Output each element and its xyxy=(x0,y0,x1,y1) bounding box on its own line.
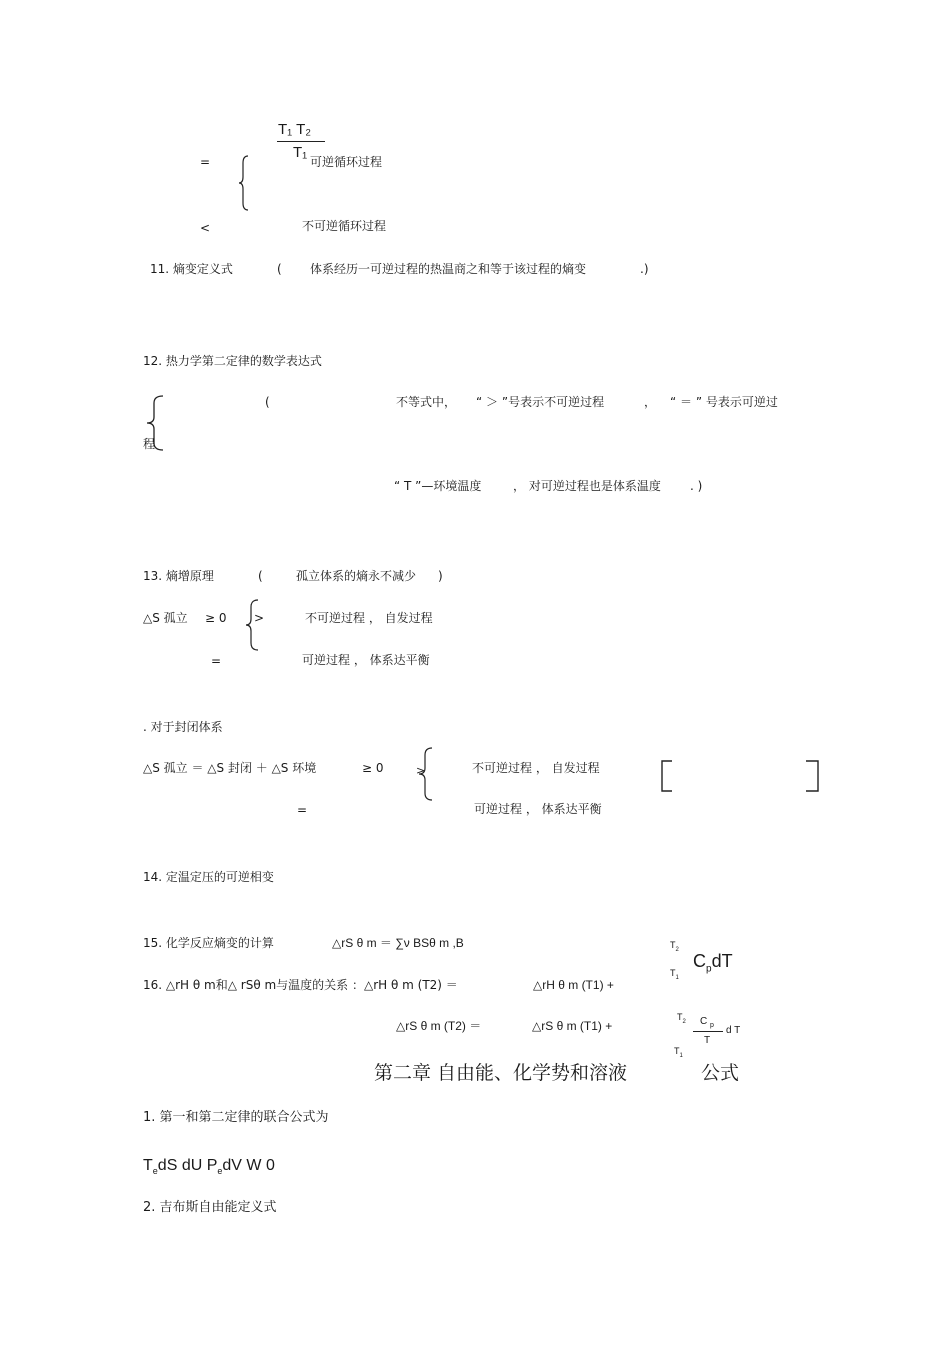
item16-title: 16. △rH θ m和△ rSθ m与温度的关系 ：△rH θ m (T2) ＝ xyxy=(143,978,458,992)
int1-upper-limit: $T_2$ xyxy=(670,940,679,953)
closed-empty-bracket xyxy=(660,760,822,794)
item12-note-d: “ T ”—环境温度 xyxy=(394,479,482,493)
item11-title: 11. 熵变定义式 xyxy=(150,262,233,276)
chapter2-combined-equation: $T_edS$ dU $P_edV$ W 0 xyxy=(143,1157,275,1177)
item15-title: 15. 化学反应熵变的计算 xyxy=(143,936,274,950)
item13-reversible: 可逆过程 ， 体系达平衡 xyxy=(302,653,430,667)
int2-fraction-bar xyxy=(693,1031,723,1032)
item14-title: 14. 定温定压的可逆相变 xyxy=(143,870,274,884)
item13-close-paren: ) xyxy=(438,569,443,583)
item12-open-paren: ( xyxy=(265,395,270,409)
item13-title: 13. 熵增原理 xyxy=(143,569,214,583)
closed-irreversible: 不可逆过程 ， 自发过程 xyxy=(472,761,600,775)
chapter2-heading-tail: 公式 xyxy=(701,1062,740,1084)
item12-comma: ， xyxy=(644,395,657,409)
item12-note-end: . ) xyxy=(690,479,703,493)
item11-close-paren: .) xyxy=(640,262,649,276)
closed-title: . 对于封闭体系 xyxy=(143,720,223,734)
item16-s-rhs: △rS θ m (T1) + xyxy=(532,1019,613,1033)
cycle-irreversible-label: 不可逆循环过程 xyxy=(302,219,387,233)
item12-note-a: 不等式中， xyxy=(396,395,457,409)
int2-lower-limit: $T_1$ xyxy=(674,1046,683,1059)
int1-lower-limit: $T_1$ xyxy=(670,968,679,981)
item12-title: 12. 热力学第二定律的数学表达式 xyxy=(143,354,322,368)
item13-lhs: △S 孤立 xyxy=(143,611,188,625)
item13-text: 孤立体系的熵永不减少 xyxy=(296,569,417,583)
item12-note-e: ， 对可逆过程也是体系温度 xyxy=(513,479,661,493)
cycle-lt-sign: < xyxy=(200,221,211,235)
cycle-eq-sign: = xyxy=(200,155,211,169)
item12-note-wrap: 程 xyxy=(143,437,156,451)
closed-reversible: 可逆过程 ， 体系达平衡 xyxy=(474,802,602,816)
item13-brace xyxy=(244,599,260,651)
closed-eq-sign: = xyxy=(297,803,308,817)
item13-eq-sign: = xyxy=(211,654,222,668)
item12-note-b: “ ＞ ”号表示不可逆过程 xyxy=(476,395,605,409)
int2-denominator: T xyxy=(704,1035,711,1046)
item13-gt-sign: > xyxy=(254,611,265,625)
closed-lhs: △S 孤立 ＝ △S 封闭 ＋ △S 环境 xyxy=(143,761,317,775)
int2-upper-limit: $T_2$ xyxy=(677,1012,686,1025)
closed-ge-zero: ≥ 0 xyxy=(362,761,384,775)
int2-dT: d T xyxy=(726,1025,741,1036)
item11-text: 体系经历一可逆过程的热温商之和等于该过程的熵变 xyxy=(310,262,587,276)
fraction-bar xyxy=(277,141,325,142)
item15-formula: △rS θ m ＝ ∑ν BSθ m ,B xyxy=(332,936,464,950)
cycle-brace xyxy=(238,155,250,211)
fraction-numerator: T₁ T₂ xyxy=(278,121,312,138)
chapter2-item2: 2. 吉布斯自由能定义式 xyxy=(143,1200,277,1215)
cycle-reversible-label: 可逆循环过程 xyxy=(310,155,383,169)
item13-ge-zero: ≥ 0 xyxy=(205,611,227,625)
int2-numerator: C $_p$ xyxy=(700,1016,714,1029)
int1-integrand: $C_pdT$ xyxy=(693,951,733,975)
item16-h-rhs: △rH θ m (T1) + xyxy=(533,978,614,992)
item13-irreversible: 不可逆过程 ， 自发过程 xyxy=(305,611,433,625)
item13-open-paren: ( xyxy=(258,569,263,583)
item16-s-lhs: △rS θ m (T2) ＝ xyxy=(396,1019,482,1033)
chapter2-heading: 第二章 自由能、化学势和溶液 xyxy=(374,1062,628,1084)
fraction-denominator: T₁ xyxy=(293,144,308,161)
item11-open-paren: ( xyxy=(277,262,282,276)
closed-gt-sign: > xyxy=(416,764,426,777)
item12-note-c: “ ＝ ” 号表示可逆过 xyxy=(670,395,778,409)
chapter2-item1: 1. 第一和第二定律的联合公式为 xyxy=(143,1110,329,1125)
